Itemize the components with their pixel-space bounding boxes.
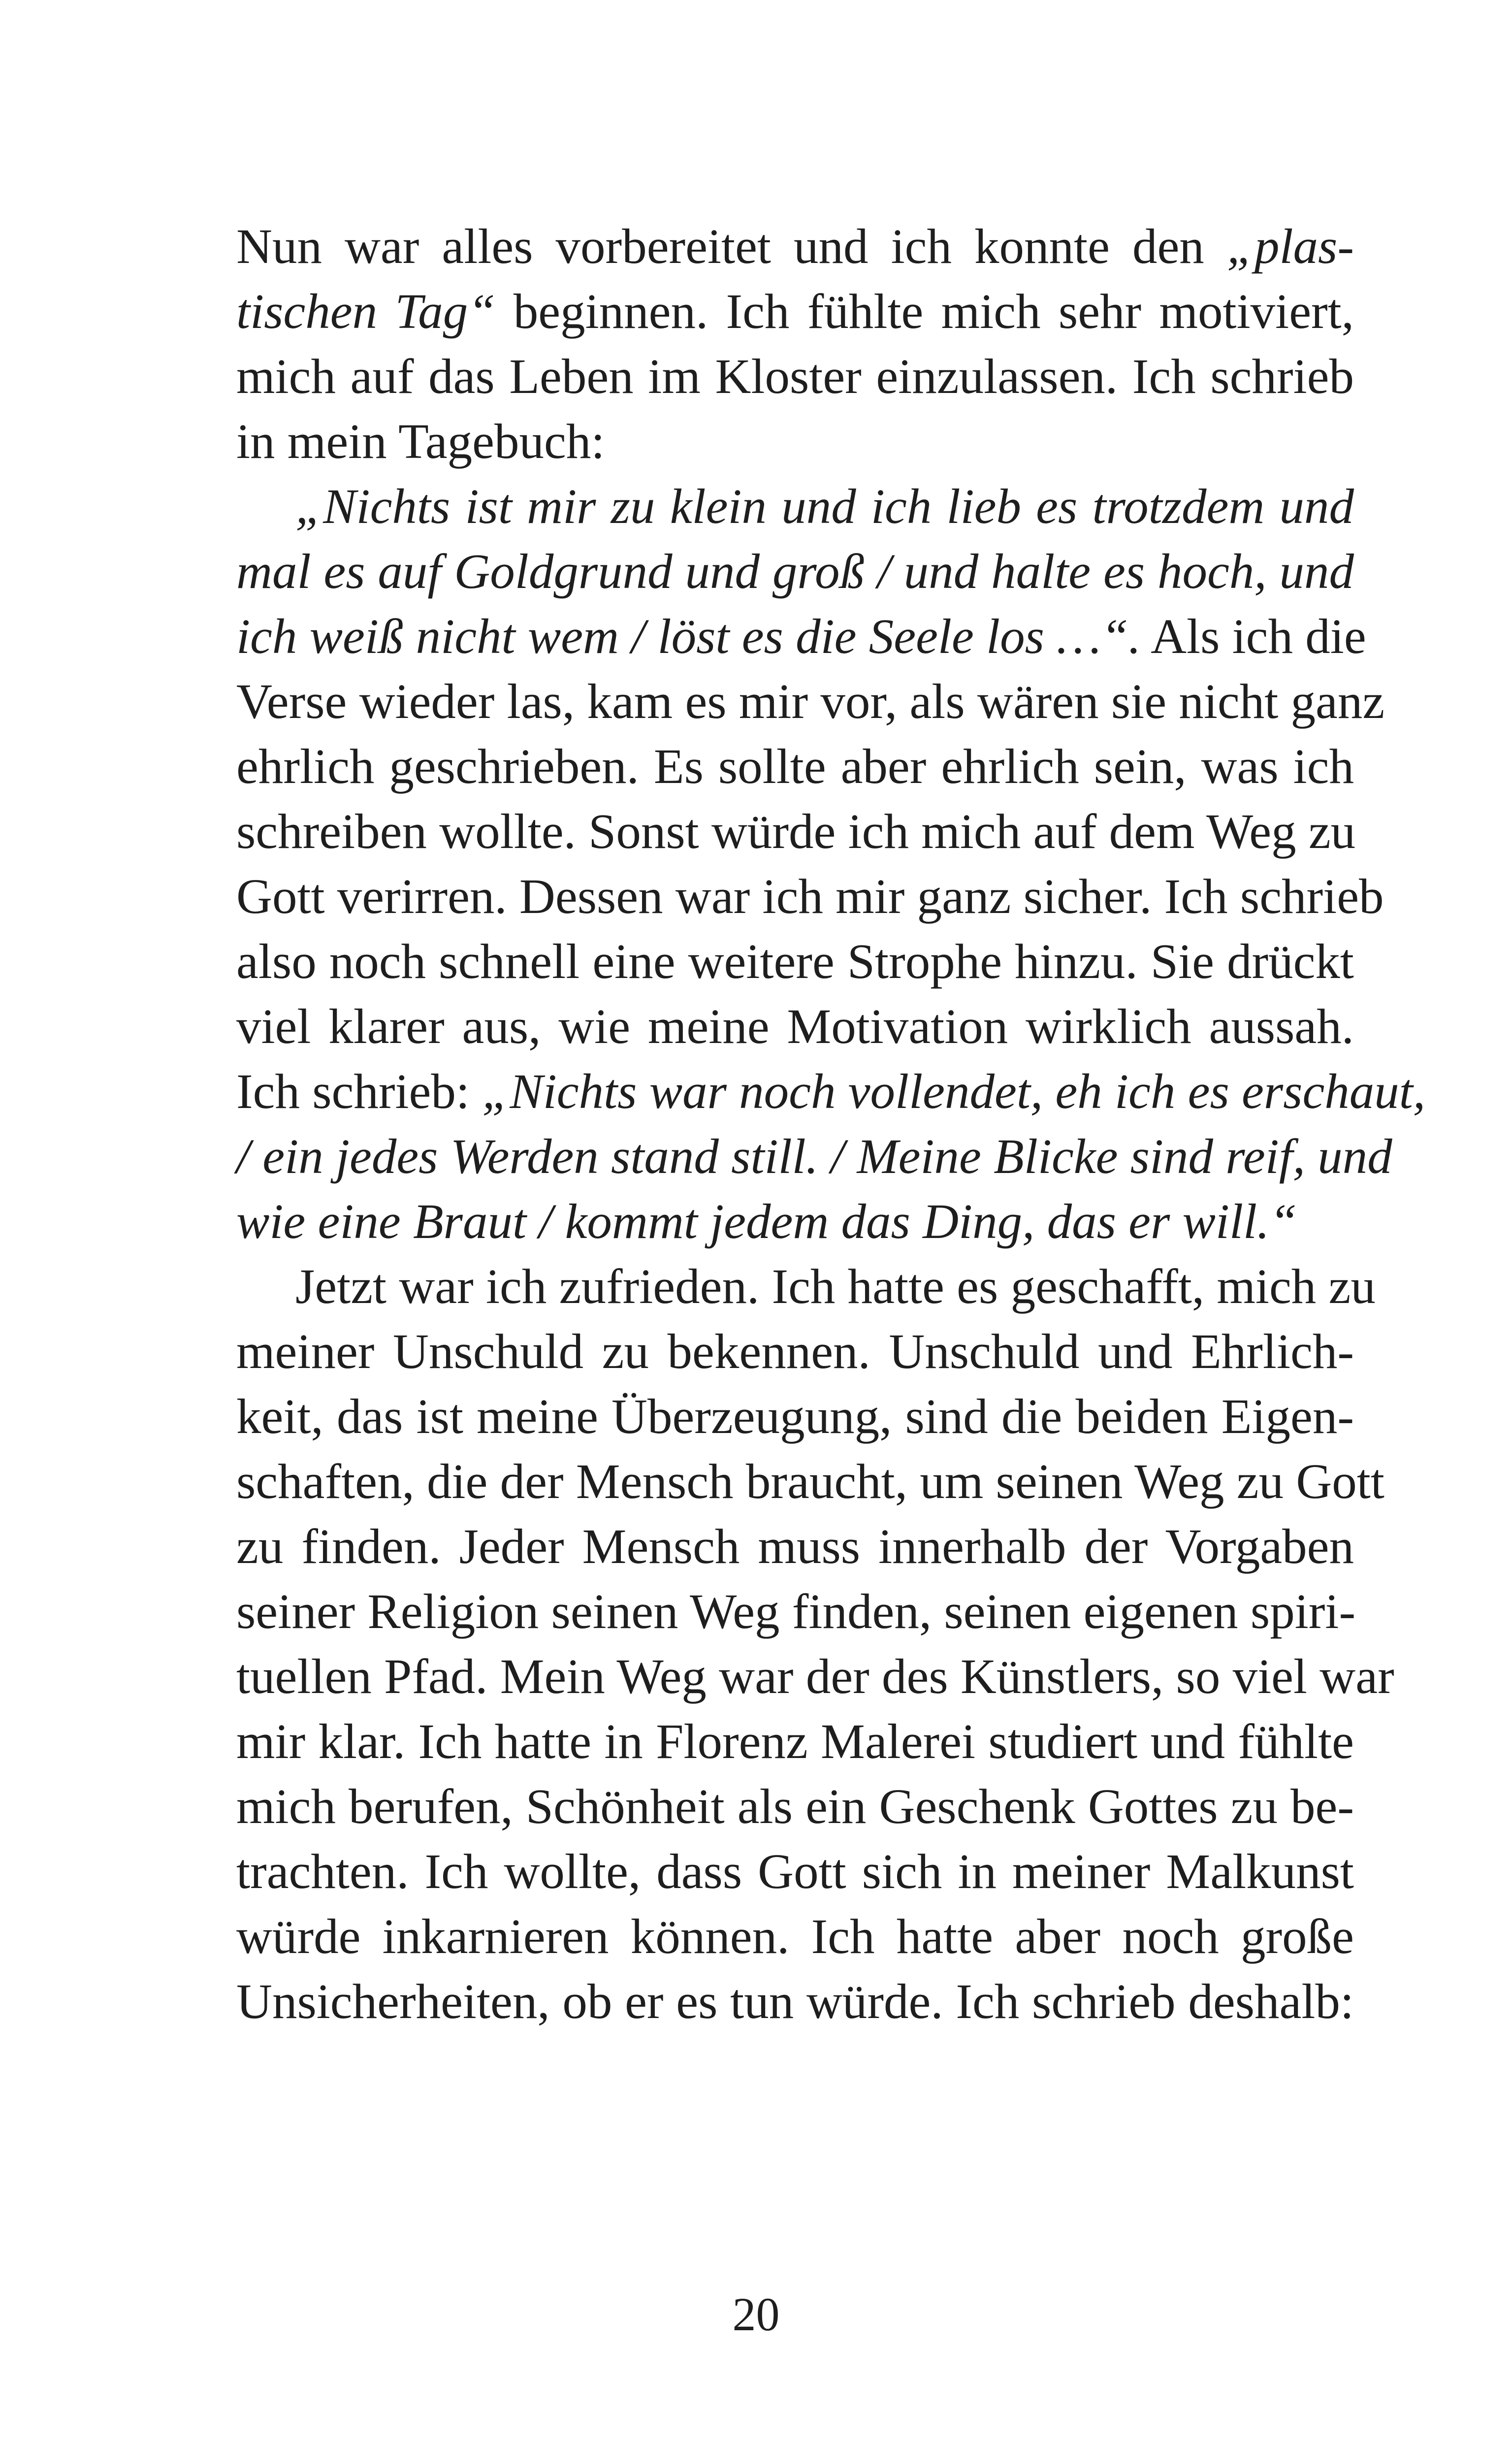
body-text: Ich schrieb:	[236, 1064, 483, 1119]
italic-text: „Nichts war noch vollendet, eh ich es erschaut,	[482, 1064, 1426, 1119]
text-line	[236, 1842, 1354, 1908]
body-text: mich berufen, Schönheit als ein Geschenk Gottes zu be-	[236, 1779, 1354, 1834]
italic-text: wie eine Braut / kommt jedem das Ding, das er will.“	[236, 1194, 1297, 1249]
text-line	[236, 997, 1354, 1063]
body-text: in mein Tagebuch:	[236, 414, 605, 469]
body-text: schaften, die der Mensch braucht, um seinen Weg zu Gott	[236, 1454, 1384, 1509]
body-text: zu finden. Jeder Mensch muss innerhalb der Vorgaben	[236, 1519, 1354, 1574]
text-line	[236, 217, 1354, 283]
text-line	[236, 672, 1385, 738]
quote-line	[295, 477, 1354, 543]
text-line	[236, 1972, 1354, 2038]
text-line	[236, 802, 1354, 868]
body-text: Jetzt war ich zufrieden. Ich hatte es geschafft, mich zu	[295, 1259, 1376, 1314]
text-line	[236, 607, 1366, 673]
body-text: also noch schnell eine weitere Strophe hinzu. Sie drückt	[236, 934, 1354, 989]
body-text: Nun war alles vorbereitet und ich konnte den	[236, 219, 1227, 274]
text-line	[236, 867, 1384, 933]
body-text: würde inkarnieren können. Ich hatte aber noch große	[236, 1909, 1354, 1964]
italic-text: „plas-	[1226, 219, 1354, 274]
body-text: schreiben wollte. Sonst würde ich mich auf dem Weg zu	[236, 804, 1356, 859]
text-line	[236, 347, 1354, 413]
italic-text: ich weiß nicht wem / löst es die Seele los …“.	[236, 609, 1141, 664]
text-line	[295, 1257, 1376, 1323]
text-line	[236, 932, 1354, 998]
italic-text: mal es auf Goldgrund und groß / und halte es hoch, und	[236, 544, 1354, 599]
text-line	[236, 1062, 1426, 1128]
text-line	[236, 1387, 1354, 1453]
text-line	[236, 282, 1354, 348]
text-line	[236, 1517, 1354, 1583]
text-line	[236, 737, 1354, 803]
italic-text: „Nichts ist mir zu klein und ich lieb es trotzdem und	[295, 479, 1354, 534]
italic-text: / ein jedes Werden stand still. / Meine Blicke sind reif, und	[236, 1129, 1392, 1184]
text-line	[236, 1582, 1354, 1648]
text-line	[236, 1777, 1354, 1843]
body-text: Unsicherheiten, ob er es tun würde. Ich schrieb deshalb:	[236, 1974, 1354, 2029]
page-number: 20	[732, 2288, 780, 2341]
text-line	[236, 1647, 1394, 1713]
text-line	[236, 1712, 1354, 1778]
quote-line	[236, 1192, 1354, 1258]
body-text: viel klarer aus, wie meine Motivation wirklich aussah.	[236, 999, 1354, 1054]
italic-text: tischen Tag“	[236, 284, 496, 339]
body-text: mich auf das Leben im Kloster einzulassen. Ich schrieb	[236, 349, 1354, 404]
text-line	[236, 412, 1354, 478]
body-text: beginnen. Ich fühlte mich sehr motiviert,	[495, 284, 1354, 339]
body-text: Gott verirren. Dessen war ich mir ganz sicher. Ich schrieb	[236, 869, 1384, 924]
body-text: tuellen Pfad. Mein Weg war der des Künstlers, so viel war	[236, 1649, 1394, 1704]
text-line	[236, 1907, 1354, 1973]
body-text: Verse wieder las, kam es mir vor, als wären sie nicht ganz	[236, 674, 1385, 729]
body-text: keit, das ist meine Überzeugung, sind die beiden Eigen-	[236, 1389, 1354, 1444]
body-text: meiner Unschuld zu bekennen. Unschuld und Ehrlich-	[236, 1324, 1354, 1379]
body-text: seiner Religion seinen Weg finden, seinen eigenen spiri-	[236, 1584, 1356, 1639]
quote-line	[236, 542, 1354, 608]
text-line	[236, 1452, 1384, 1518]
body-text: mir klar. Ich hatte in Florenz Malerei studiert und fühlte	[236, 1714, 1354, 1769]
body-text: trachten. Ich wollte, dass Gott sich in meiner Malkunst	[236, 1844, 1354, 1899]
body-text: Als ich die	[1141, 609, 1366, 664]
quote-line	[236, 1127, 1392, 1193]
text-line	[236, 1322, 1354, 1388]
body-text: ehrlich geschrieben. Es sollte aber ehrlich sein, was ich	[236, 739, 1354, 794]
